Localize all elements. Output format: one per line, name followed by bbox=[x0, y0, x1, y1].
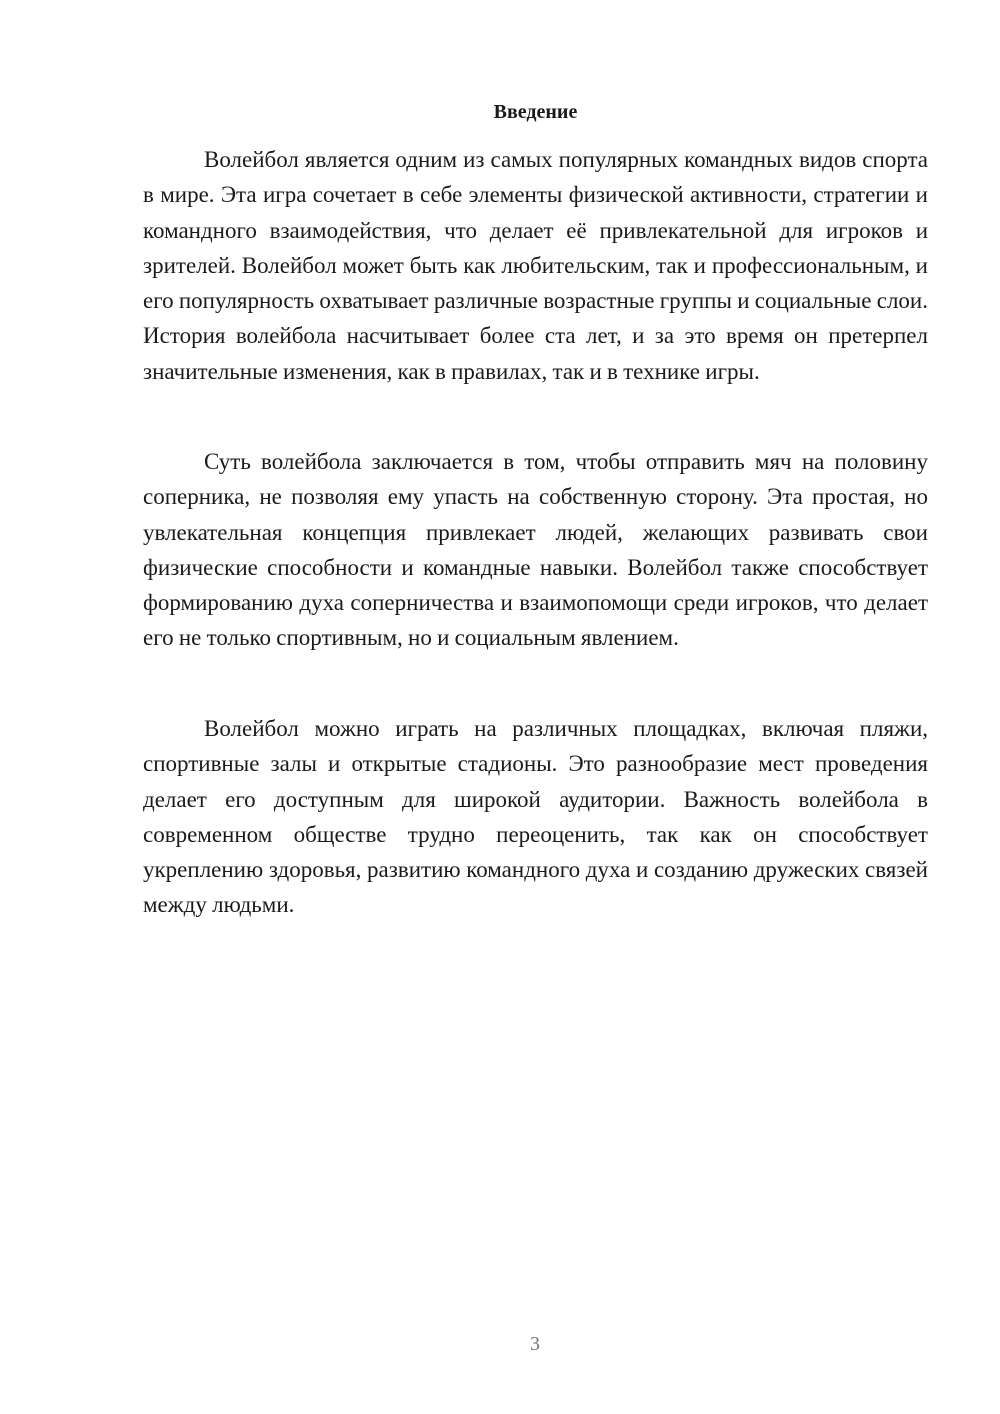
paragraph-3: Волейбол можно играть на различных площадках, включая пляжи, спортивные залы и открытые стадионы. Это разнообразие мест проведения делает его доступным для широкой аудитории. Важность волейбола в современном обществе трудно переоценить, так как он способствует укреплению здоровья, развитию командного духа и созданию дружеских связей между людьми. bbox=[143, 716, 928, 918]
page-number: 3 bbox=[530, 1333, 540, 1355]
section-heading: Введение bbox=[493, 101, 578, 123]
paragraph-2: Суть волейбола заключается в том, чтобы отправить мяч на половину соперника, не позволяя ему упасть на собственную сторону. Эта простая, но увлекательная концепция привлекает людей, желающих развивать свои физические способности и командные навыки. Волейбол также способствует формированию духа соперничества и взаимопомощи среди игроков, что делает его не только спортивным, но и социальным явлением. bbox=[143, 449, 928, 651]
paragraph-1: Волейбол является одним из самых популярных командных видов спорта в мире. Эта игра сочетает в себе элементы физической активности, стратегии и командного взаимодействия, что делает её привлекательной для игроков и зрителей. Волейбол может быть как любительским, так и профессиональным, и его популярность охватывает различные возрастные группы и социальные слои. История волейбола насчитывает более ста лет, и за это время он претерпел значительные изменения, как в правилах, так и в технике игры. bbox=[143, 147, 928, 384]
